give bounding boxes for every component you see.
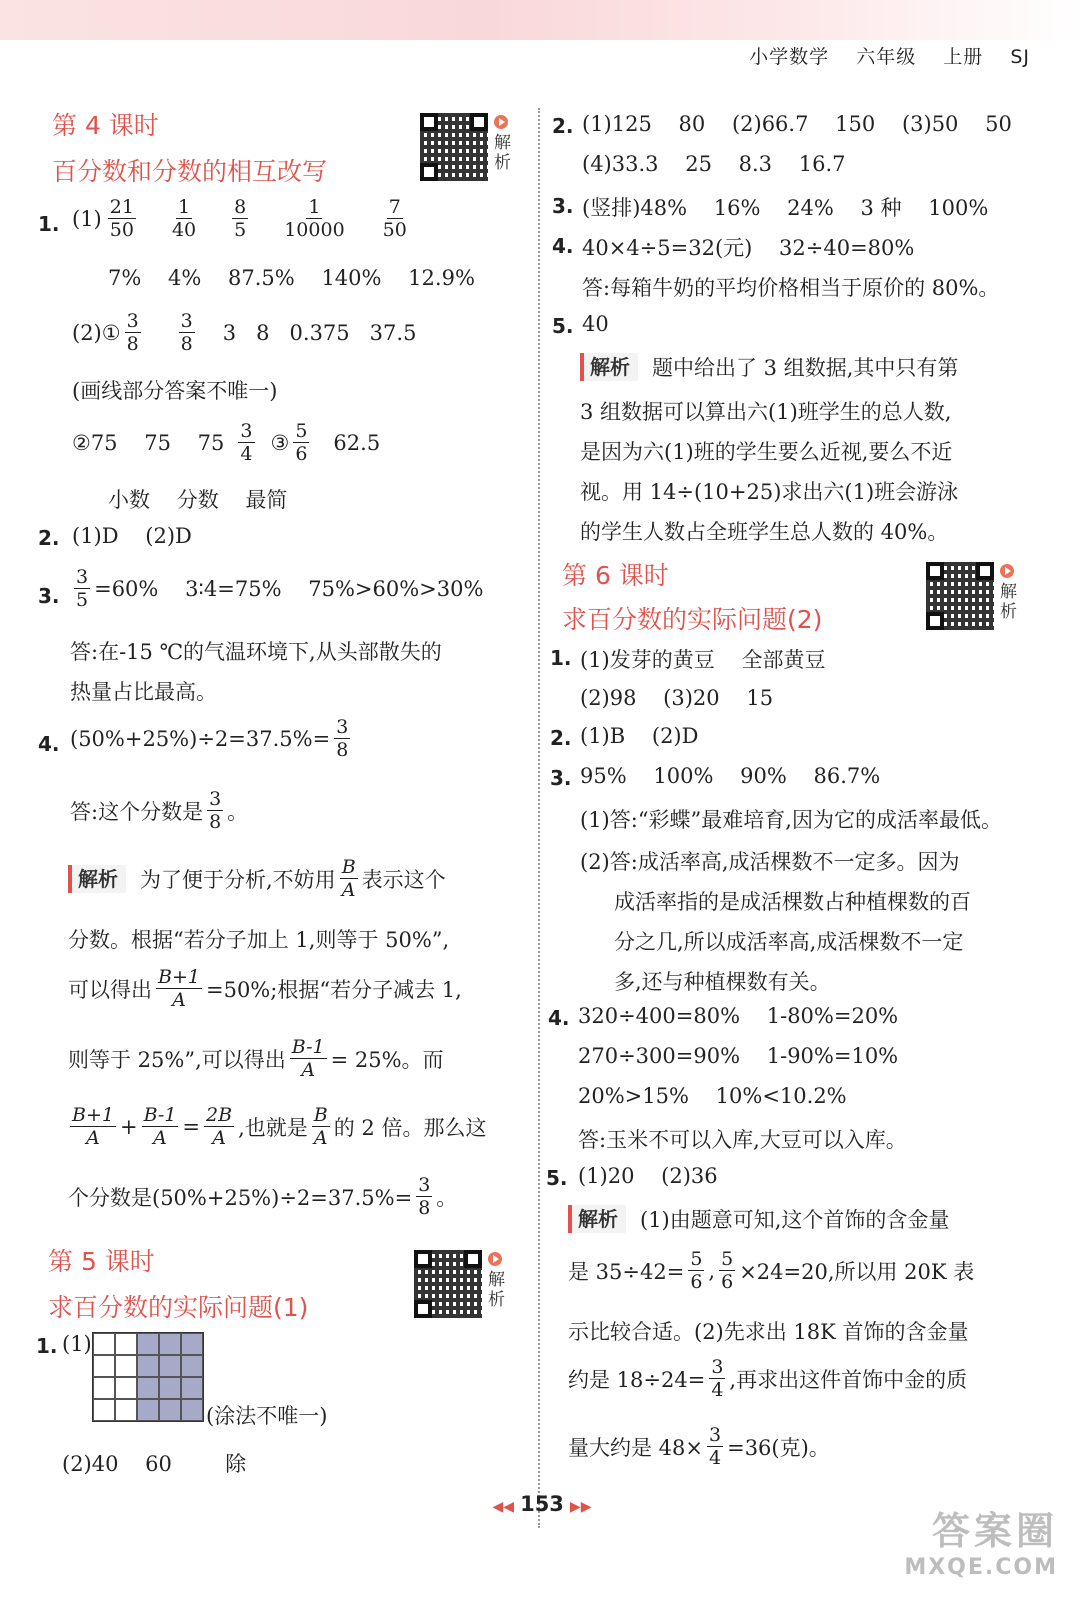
grid-cell-shaded <box>137 1333 159 1355</box>
r-q5-text: 40 <box>582 312 609 336</box>
fraction: $\frac{8}{5}$ <box>234 196 247 241</box>
lesson5-title: 求百分数的实际问题(1) <box>48 1293 309 1322</box>
grid-cell-shaded <box>137 1355 159 1377</box>
fraction: $\frac{3}{8}$ <box>336 716 349 761</box>
grid-cell <box>93 1355 115 1377</box>
fraction: $\frac{1}{40}$ <box>171 196 197 241</box>
r-jiexi1-line2: 3 组数据可以算出六(1)班学生的总人数, <box>580 400 952 424</box>
r3-number: 3. <box>550 766 572 790</box>
r-q3-number: 3. <box>552 194 574 218</box>
prev-arrows-icon: ◀◀ <box>492 1499 515 1515</box>
fraction: $\frac{B+1}{A}$ <box>158 966 200 1011</box>
grid-cell-shaded <box>159 1377 181 1399</box>
q1-part2: (2)① $\frac{3}{8}$ $\frac{3}{8}$ 3 8 0.375 37.5 <box>72 310 417 355</box>
fraction: $\frac{1}{10000}$ <box>284 196 345 241</box>
jiexi-tag: 解析 <box>568 1205 626 1233</box>
q3-answer-2: 热量占比最高。 <box>70 680 217 704</box>
header-band <box>0 0 1084 40</box>
r-jiexi2-line2: 是 35÷42= $\frac{5}{6}$ , $\frac{5}{6}$ ×24=20,所以用 20K 表 <box>568 1248 975 1293</box>
jiexi-left-line2: 分数。根据“若分子加上 1,则等于 50%”, <box>68 928 450 952</box>
jiexi-left-line4: 则等于 25%”,可以得出 $\frac{B-1}{A}$ = 25%。而 <box>68 1036 444 1081</box>
r1-number: 1. <box>550 646 572 670</box>
r2-number: 2. <box>550 726 572 750</box>
jiexi-tag: 解析 <box>68 865 126 893</box>
fraction: $\frac{5}{6}$ <box>295 420 308 465</box>
q1-part2b: ②75 75 75 $\frac{3}{4}$ ③ $\frac{5}{6}$ 62.5 <box>72 420 381 465</box>
fraction: $\frac{3}{4}$ <box>711 1356 724 1401</box>
q5-1-part2: (2)40 60 除 <box>62 1452 247 1476</box>
lesson6-label: 第 6 课时 <box>562 561 669 590</box>
q4-line: (50%+25%)÷2=37.5%= $\frac{3}{8}$ <box>70 716 349 761</box>
r-jiexi1-line5: 的学生人数占全班学生总人数的 40%。 <box>580 520 949 544</box>
grid-cell-shaded <box>181 1355 203 1377</box>
r3-text: 95% 100% 90% 86.7% <box>580 764 881 788</box>
grid-cell-shaded <box>137 1399 159 1421</box>
page-number: ◀◀ 153 ▶▶ <box>492 1492 592 1516</box>
r-jiexi2-line1: 解析 (1)由题意可知,这个首饰的含金量 <box>568 1204 949 1234</box>
fraction: $\frac{B-1}{A}$ <box>143 1104 177 1149</box>
r3-answer-2: (2)答:成活率高,成活棵数不一定多。因为 <box>580 850 960 874</box>
grid-cell <box>115 1399 137 1421</box>
fraction: $\frac{B}{A}$ <box>341 856 356 901</box>
q1-percents: 7% 4% 87.5% 140% 12.9% <box>108 266 475 290</box>
watermark: 答案圈 MXQE.COM <box>904 1509 1058 1580</box>
r-q2-line2: (4)33.3 25 8.3 16.7 <box>582 152 846 176</box>
play-icon <box>488 1252 502 1266</box>
grid-cell <box>115 1333 137 1355</box>
fraction: $\frac{5}{6}$ <box>721 1248 734 1293</box>
q3-line: $\frac{3}{5}$ =60% 3∶4=75% 75%>60%>30% <box>76 566 484 611</box>
r1-line2: (2)98 (3)20 15 <box>580 686 774 710</box>
r-jiexi2-line5: 量大约是 48× $\frac{3}{4}$ =36(克)。 <box>568 1424 830 1469</box>
r3-answer-5: 多,还与种植棵数有关。 <box>614 970 831 994</box>
r-q3-text: (竖排)48% 16% 24% 3 种 100% <box>582 196 989 220</box>
q3-number: 3. <box>38 584 60 608</box>
jiexi-left-line5: $\frac{B+1}{A}$ + $\frac{B-1}{A}$ = $\frac{2B}{A}$ ,也就是 $\frac{B}{A}$ 的 2 倍。那么这 <box>72 1104 487 1149</box>
r3-answer-3: 成活率指的是成活棵数占种植棵数的百 <box>614 890 971 914</box>
r-q4-number: 4. <box>552 234 574 258</box>
r3-answer-4: 分之几,所以成活率高,成活棵数不一定 <box>614 930 964 954</box>
r-q4-text: 40×4÷5=32(元) 32÷40=80% <box>582 236 915 260</box>
q5-1-note: (涂法不唯一) <box>206 1404 328 1428</box>
next-arrows-icon: ▶▶ <box>569 1499 592 1515</box>
q2-number: 2. <box>38 526 60 550</box>
q4-answer: 答:这个分数是 $\frac{3}{8}$ 。 <box>70 788 249 833</box>
fraction: $\frac{2B}{A}$ <box>206 1104 233 1149</box>
r4-number: 4. <box>548 1006 570 1030</box>
r-q2-line1: (1)125 80 (2)66.7 150 (3)50 50 <box>582 112 1012 136</box>
jiexi-left-line6: 个分数是(50%+25%)÷2=37.5%= $\frac{3}{8}$ 。 <box>68 1174 458 1219</box>
qr-code-lesson5[interactable]: 解析 <box>414 1250 486 1322</box>
grid-cell <box>93 1399 115 1421</box>
grid-cell <box>93 1377 115 1399</box>
fraction: $\frac{3}{8}$ <box>209 788 222 833</box>
lesson4-title: 百分数和分数的相互改写 <box>52 157 328 186</box>
subject: 小学数学 <box>749 46 830 68</box>
q5-1-number: 1. <box>36 1334 58 1358</box>
r-jiexi1-line1: 解析 题中给出了 3 组数据,其中只有第 <box>580 352 958 382</box>
r-jiexi1-line3: 是因为六(1)班的学生要么近视,要么不近 <box>580 440 953 464</box>
grid-cell <box>115 1355 137 1377</box>
grid-cell <box>115 1377 137 1399</box>
header-info <box>729 42 1030 69</box>
q5-1-part1: (1) <box>62 1332 92 1356</box>
r4-line1: 320÷400=80% 1-80%=20% <box>578 1004 899 1028</box>
q1-note: (画线部分答案不唯一) <box>72 379 278 403</box>
q1-words: 小数 分数 最简 <box>108 488 288 512</box>
qr-code-lesson6[interactable]: 解析 <box>926 562 998 634</box>
fraction: $\frac{3}{8}$ <box>126 310 139 355</box>
r-jiexi2-line4: 约是 18÷24= $\frac{3}{4}$ ,再求出这件首饰中金的质 <box>568 1356 968 1401</box>
grid-cell-shaded <box>181 1399 203 1421</box>
fraction: $\frac{B}{A}$ <box>313 1104 328 1149</box>
r4-answer: 答:玉米不可以入库,大豆可以入库。 <box>578 1128 907 1152</box>
r4-line3: 20%>15% 10%<10.2% <box>578 1084 847 1108</box>
column-divider <box>538 108 540 1528</box>
fraction: $\frac{5}{6}$ <box>690 1248 703 1293</box>
qr-code-lesson4[interactable]: 解析 <box>420 113 492 185</box>
lesson4-label: 第 4 课时 <box>52 111 159 140</box>
q4-number: 4. <box>38 732 60 756</box>
jiexi-tag: 解析 <box>580 353 638 381</box>
r2-text: (1)B (2)D <box>580 724 699 748</box>
r-jiexi1-line4: 视。用 14÷(10+25)求出六(1)班会游泳 <box>580 480 959 504</box>
r3-answer-1: (1)答:“彩蝶”最难培育,因为它的成活率最低。 <box>580 808 1002 832</box>
fraction: $\frac{21}{50}$ <box>109 196 134 241</box>
r4-line2: 270÷300=90% 1-90%=10% <box>578 1044 899 1068</box>
q2-text: (1)D (2)D <box>72 524 192 548</box>
grade: 六年级 <box>856 46 917 68</box>
fraction: $\frac{7}{50}$ <box>382 196 407 241</box>
shading-grid <box>92 1332 204 1422</box>
fraction: $\frac{3}{5}$ <box>76 566 89 611</box>
lesson6-title: 求百分数的实际问题(2) <box>562 605 823 634</box>
volume: 上册 <box>943 46 984 68</box>
play-icon <box>494 115 508 129</box>
grid-cell-shaded <box>159 1399 181 1421</box>
jiexi-left-line1: 解析 为了便于分析,不妨用 $\frac{B}{A}$ 表示这个 <box>68 856 446 901</box>
grid-cell-shaded <box>137 1377 159 1399</box>
r5-number: 5. <box>546 1166 568 1190</box>
lesson5-label: 第 5 课时 <box>48 1247 155 1276</box>
fraction: $\frac{3}{4}$ <box>709 1424 722 1469</box>
r-q4-answer: 答:每箱牛奶的平均价格相当于原价的 80%。 <box>582 276 1000 300</box>
fraction: $\frac{3}{8}$ <box>418 1174 431 1219</box>
grid-cell-shaded <box>181 1377 203 1399</box>
r-q5-number: 5. <box>552 314 574 338</box>
grid-cell-shaded <box>159 1355 181 1377</box>
grid-cell-shaded <box>159 1333 181 1355</box>
fraction: $\frac{B-1}{A}$ <box>291 1036 325 1081</box>
grid-cell-shaded <box>181 1333 203 1355</box>
r5-text: (1)20 (2)36 <box>578 1164 718 1188</box>
fraction: $\frac{3}{8}$ <box>180 310 193 355</box>
grid-cell <box>93 1333 115 1355</box>
r1-line1: (1)发芽的黄豆 全部黄豆 <box>580 648 826 672</box>
r-jiexi2-line3: 示比较合适。(2)先求出 18K 首饰的含金量 <box>568 1320 969 1344</box>
edition: SJ <box>1010 46 1030 68</box>
jiexi-left-line3: 可以得出 $\frac{B+1}{A}$ =50%;根据“若分子减去 1, <box>68 966 462 1011</box>
r-q2-number: 2. <box>552 114 574 138</box>
fraction: $\frac{3}{4}$ <box>240 420 253 465</box>
q1-number: 1. <box>38 212 60 236</box>
fraction: $\frac{B+1}{A}$ <box>72 1104 114 1149</box>
play-icon <box>1000 564 1014 578</box>
q1-part1: (1) $\frac{21}{50}$ $\frac{1}{40}$ $\frac{8}{5}$ $\frac{1}{10000}$ $\frac{7}{50}$ <box>72 196 407 241</box>
q3-answer-1: 答:在-15 ℃的气温环境下,从头部散失的 <box>70 640 442 664</box>
